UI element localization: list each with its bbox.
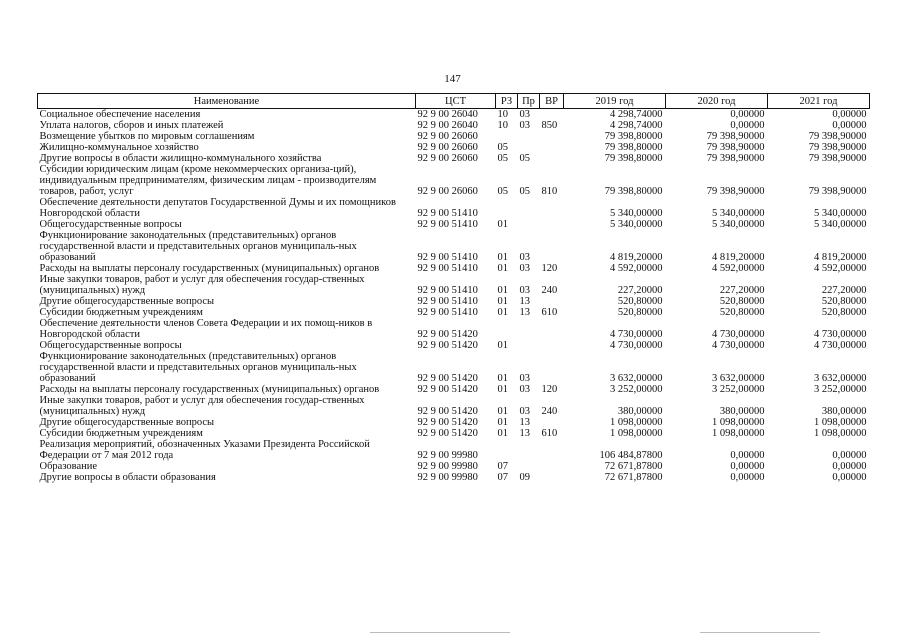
table-row xyxy=(38,384,870,395)
cell-pr: 03 xyxy=(519,406,530,417)
cell-y2020: 4 730,00000 xyxy=(712,329,765,340)
cell-rz: 01 xyxy=(497,252,508,263)
cell-vr: 120 xyxy=(541,263,558,274)
cell-name: Другие вопросы в области жилищно-коммунального хозяйства xyxy=(39,153,322,164)
cell-y2019: 79 398,80000 xyxy=(604,142,663,153)
cell-y2019: 227,20000 xyxy=(617,285,663,296)
cell-cst: 92 9 00 99980 xyxy=(417,450,478,461)
cell-name: Функционирование законодательных (представительных) органов государственной власти и представительных органов муниципаль-ных образований xyxy=(39,230,357,263)
cell-rz xyxy=(496,439,518,461)
cell-name: Субсидии юридическим лицам (кроме некоммерческих организа-ций), индивидуальным предпринимателям, физическим лицам - производителям товаров, работ, услуг xyxy=(39,164,377,197)
table-row xyxy=(38,109,870,121)
table-row xyxy=(38,164,870,197)
cell-name: Общегосударственные вопросы xyxy=(39,219,182,230)
cell-rz: 01 xyxy=(497,373,508,384)
cell-vr: 240 xyxy=(541,285,558,296)
cell-pr: 13 xyxy=(519,307,530,318)
cell-rz: 01 xyxy=(497,384,508,395)
cell-y2020: 380,00000 xyxy=(719,406,765,417)
cell-name: Другие общегосударственные вопросы xyxy=(39,417,215,428)
cell-pr xyxy=(518,439,540,461)
cell-rz: 01 xyxy=(497,296,508,307)
cell-name: Обеспечение деятельности членов Совета Федерации и их помощ-ников в Новгородской области xyxy=(39,318,373,340)
cell-y2021: 79 398,90000 xyxy=(808,153,867,164)
cell-name: Субсидии бюджетным учреждениям xyxy=(39,307,203,318)
cell-pr: 03 xyxy=(519,373,530,384)
cell-y2021: 1 098,00000 xyxy=(814,428,867,439)
cell-name: Расходы на выплаты персоналу государственных (муниципальных) органов xyxy=(39,263,380,274)
cell-y2020: 0,00000 xyxy=(730,472,765,483)
cell-rz xyxy=(496,131,518,142)
cell-name: Другие вопросы в области образования xyxy=(39,472,216,483)
cell-y2020: 79 398,90000 xyxy=(706,153,765,164)
cell-y2020: 0,00000 xyxy=(730,120,765,131)
cell-y2019: 4 730,00000 xyxy=(610,329,663,340)
cell-y2019: 4 298,74000 xyxy=(610,120,663,131)
cell-y2020: 5 340,00000 xyxy=(712,219,765,230)
cell-name: Образование xyxy=(39,461,98,472)
header-name: Наименование xyxy=(38,94,416,109)
table-row xyxy=(38,395,870,417)
cell-cst: 92 9 00 26060 xyxy=(417,153,478,164)
cell-y2019: 5 340,00000 xyxy=(610,219,663,230)
cell-y2020: 520,80000 xyxy=(719,307,765,318)
cell-y2021: 4 730,00000 xyxy=(814,329,867,340)
table-row xyxy=(38,472,870,483)
header-pr: Пр xyxy=(518,94,540,109)
cell-cst: 92 9 00 51420 xyxy=(417,417,478,428)
cell-y2020: 0,00000 xyxy=(730,450,765,461)
cell-y2021: 0,00000 xyxy=(832,109,867,120)
cell-y2021: 3 252,00000 xyxy=(814,384,867,395)
cell-y2019: 3 632,00000 xyxy=(610,373,663,384)
cell-cst: 92 9 00 99980 xyxy=(417,461,478,472)
cell-y2021: 5 340,00000 xyxy=(814,219,867,230)
cell-y2021: 4 730,00000 xyxy=(814,340,867,351)
cell-y2021: 0,00000 xyxy=(832,450,867,461)
cell-y2021: 380,00000 xyxy=(821,406,867,417)
cell-y2020: 5 340,00000 xyxy=(712,208,765,219)
cell-y2021: 227,20000 xyxy=(821,285,867,296)
cell-y2019: 72 671,87800 xyxy=(604,472,663,483)
cell-y2021: 79 398,90000 xyxy=(808,186,867,197)
cell-vr: 120 xyxy=(541,384,558,395)
cell-y2021: 0,00000 xyxy=(832,461,867,472)
cell-y2020: 3 632,00000 xyxy=(712,373,765,384)
cell-pr: 03 xyxy=(519,252,530,263)
table-row xyxy=(38,296,870,307)
cell-y2020: 520,80000 xyxy=(719,296,765,307)
cell-cst: 92 9 00 51420 xyxy=(417,340,478,351)
cell-vr xyxy=(540,351,564,384)
cell-y2020: 1 098,00000 xyxy=(712,428,765,439)
page-number: 147 xyxy=(444,73,461,85)
table-row xyxy=(38,318,870,340)
table-row xyxy=(38,428,870,439)
cell-vr xyxy=(540,109,564,121)
header-2019: 2019 год xyxy=(564,94,666,109)
cell-rz: 01 xyxy=(497,219,508,230)
table-row xyxy=(38,197,870,219)
cell-y2019: 4 592,00000 xyxy=(610,263,663,274)
cell-pr xyxy=(518,197,540,219)
table-body xyxy=(38,109,870,484)
cell-rz xyxy=(496,197,518,219)
cell-name: Уплата налогов, сборов и иных платежей xyxy=(39,120,224,131)
cell-rz: 10 xyxy=(497,109,508,120)
cell-vr xyxy=(540,197,564,219)
cell-rz: 01 xyxy=(497,340,508,351)
cell-pr: 03 xyxy=(519,120,530,131)
table-row xyxy=(38,461,870,472)
cell-rz: 10 xyxy=(497,120,508,131)
cell-cst: 92 9 00 26060 xyxy=(417,186,478,197)
cell-y2020: 0,00000 xyxy=(730,109,765,120)
cell-pr xyxy=(518,131,540,142)
cell-vr xyxy=(540,153,564,164)
cell-rz: 01 xyxy=(497,263,508,274)
cell-vr xyxy=(540,219,564,230)
cell-name: Иные закупки товаров, работ и услуг для обеспечения государ-ственных (муниципальных) нужд xyxy=(39,395,365,417)
cell-cst: 92 9 00 51420 xyxy=(417,384,478,395)
cell-y2021: 0,00000 xyxy=(832,120,867,131)
cell-vr: 240 xyxy=(541,406,558,417)
cell-rz: 01 xyxy=(497,285,508,296)
cell-cst: 92 9 00 51410 xyxy=(417,296,478,307)
cell-y2019: 4 298,74000 xyxy=(610,109,663,120)
cell-pr: 05 xyxy=(519,153,530,164)
cell-y2019: 3 252,00000 xyxy=(610,384,663,395)
cell-y2021: 3 632,00000 xyxy=(814,373,867,384)
cell-cst: 92 9 00 51420 xyxy=(417,428,478,439)
cell-y2020: 79 398,90000 xyxy=(706,131,765,142)
cell-cst: 92 9 00 51410 xyxy=(417,208,478,219)
cell-y2020: 79 398,90000 xyxy=(706,142,765,153)
cell-vr xyxy=(540,318,564,340)
table-row xyxy=(38,219,870,230)
cell-cst: 92 9 00 51420 xyxy=(417,329,478,340)
cell-vr xyxy=(540,142,564,153)
budget-table xyxy=(37,93,870,483)
cell-pr: 05 xyxy=(519,186,530,197)
cell-cst: 92 9 00 26060 xyxy=(417,131,478,142)
cell-vr xyxy=(540,230,564,263)
cell-rz: 07 xyxy=(497,461,508,472)
table-row xyxy=(38,274,870,296)
cell-y2021: 4 592,00000 xyxy=(814,263,867,274)
cell-cst: 92 9 00 51410 xyxy=(417,307,478,318)
cell-y2021: 520,80000 xyxy=(821,307,867,318)
cell-cst: 92 9 00 51410 xyxy=(417,263,478,274)
cell-y2019: 4 730,00000 xyxy=(610,340,663,351)
table-row xyxy=(38,351,870,384)
cell-name: Расходы на выплаты персоналу государственных (муниципальных) органов xyxy=(39,384,380,395)
cell-name: Реализация мероприятий, обозначенных Указами Президента Российской Федерации от 7 мая 2012 года xyxy=(39,439,370,461)
cell-name: Общегосударственные вопросы xyxy=(39,340,182,351)
cell-rz: 01 xyxy=(497,417,508,428)
cell-name: Обеспечение деятельности депутатов Государственной Думы и их помощников Новгородской области xyxy=(39,197,396,219)
cell-cst: 92 9 00 51410 xyxy=(417,219,478,230)
cell-cst: 92 9 00 51420 xyxy=(417,373,478,384)
cell-y2019: 1 098,00000 xyxy=(610,417,663,428)
cell-name: Функционирование законодательных (представительных) органов государственной власти и представительных органов муниципаль-ных образований xyxy=(39,351,357,384)
cell-y2021: 5 340,00000 xyxy=(814,208,867,219)
cell-y2020: 4 730,00000 xyxy=(712,340,765,351)
cell-vr xyxy=(540,296,564,307)
cell-vr: 850 xyxy=(541,120,558,131)
table-row xyxy=(38,142,870,153)
cell-vr xyxy=(540,417,564,428)
cell-vr xyxy=(540,131,564,142)
cell-rz: 05 xyxy=(497,153,508,164)
cell-y2019: 79 398,80000 xyxy=(604,131,663,142)
table-row xyxy=(38,263,870,274)
cell-y2019: 520,80000 xyxy=(617,307,663,318)
header-vr: ВР xyxy=(540,94,564,109)
table-row xyxy=(38,417,870,428)
cell-rz: 05 xyxy=(497,142,508,153)
cell-pr: 13 xyxy=(519,417,530,428)
cell-y2021: 1 098,00000 xyxy=(814,417,867,428)
table-header-row xyxy=(38,94,870,109)
cell-y2020: 3 252,00000 xyxy=(712,384,765,395)
table-row xyxy=(38,439,870,461)
cell-y2020: 4 819,20000 xyxy=(712,252,765,263)
cell-pr xyxy=(518,461,540,472)
cell-cst: 92 9 00 26060 xyxy=(417,142,478,153)
cell-name: Другие общегосударственные вопросы xyxy=(39,296,215,307)
cell-y2021: 0,00000 xyxy=(832,472,867,483)
cell-name: Жилищно-коммунальное хозяйство xyxy=(39,142,199,153)
header-cst: ЦСТ xyxy=(416,94,496,109)
cell-y2019: 79 398,80000 xyxy=(604,186,663,197)
cell-pr: 03 xyxy=(519,109,530,120)
cell-rz: 01 xyxy=(497,406,508,417)
cell-cst: 92 9 00 99980 xyxy=(417,472,478,483)
cell-cst: 92 9 00 26040 xyxy=(417,120,478,131)
cell-y2019: 520,80000 xyxy=(617,296,663,307)
cell-pr: 03 xyxy=(519,263,530,274)
cell-y2021: 520,80000 xyxy=(821,296,867,307)
cell-y2019: 380,00000 xyxy=(617,406,663,417)
cell-rz: 07 xyxy=(497,472,508,483)
cell-vr: 610 xyxy=(541,307,558,318)
header-2020: 2020 год xyxy=(666,94,768,109)
cell-vr xyxy=(540,472,564,483)
header-rz: РЗ xyxy=(496,94,518,109)
cell-cst: 92 9 00 51420 xyxy=(417,406,478,417)
cell-y2021: 79 398,90000 xyxy=(808,131,867,142)
cell-vr: 810 xyxy=(541,186,558,197)
cell-y2020: 79 398,90000 xyxy=(706,186,765,197)
cell-rz: 01 xyxy=(497,428,508,439)
scan-artifact xyxy=(700,632,820,633)
cell-pr: 09 xyxy=(519,472,530,483)
cell-cst: 92 9 00 26040 xyxy=(417,109,478,120)
cell-pr: 13 xyxy=(519,428,530,439)
table-row xyxy=(38,131,870,142)
cell-rz: 05 xyxy=(497,186,508,197)
table-row xyxy=(38,340,870,351)
cell-y2019: 4 819,20000 xyxy=(610,252,663,263)
cell-y2020: 1 098,00000 xyxy=(712,417,765,428)
cell-pr xyxy=(518,318,540,340)
cell-y2019: 79 398,80000 xyxy=(604,153,663,164)
cell-pr xyxy=(518,340,540,351)
cell-vr: 610 xyxy=(541,428,558,439)
cell-y2019: 106 484,87800 xyxy=(599,450,663,461)
cell-rz xyxy=(496,318,518,340)
cell-pr: 03 xyxy=(519,384,530,395)
cell-y2019: 5 340,00000 xyxy=(610,208,663,219)
cell-name: Субсидии бюджетным учреждениям xyxy=(39,428,203,439)
cell-pr xyxy=(518,142,540,153)
cell-cst: 92 9 00 51410 xyxy=(417,252,478,263)
table-row xyxy=(38,307,870,318)
cell-rz: 01 xyxy=(497,307,508,318)
cell-y2019: 1 098,00000 xyxy=(610,428,663,439)
cell-name: Социальное обеспечение населения xyxy=(39,109,201,120)
cell-name: Возмещение убытков по мировым соглашениям xyxy=(39,131,255,142)
table-row xyxy=(38,120,870,131)
cell-name: Иные закупки товаров, работ и услуг для обеспечения государ-ственных (муниципальных) нужд xyxy=(39,274,365,296)
cell-pr: 03 xyxy=(519,285,530,296)
cell-vr xyxy=(540,439,564,461)
cell-vr xyxy=(540,461,564,472)
scan-artifact xyxy=(370,632,510,633)
cell-pr xyxy=(518,219,540,230)
header-2021: 2021 год xyxy=(768,94,870,109)
cell-y2020: 0,00000 xyxy=(730,461,765,472)
table-row xyxy=(38,230,870,263)
cell-y2020: 227,20000 xyxy=(719,285,765,296)
table-row xyxy=(38,153,870,164)
cell-y2021: 79 398,90000 xyxy=(808,142,867,153)
cell-cst: 92 9 00 51410 xyxy=(417,285,478,296)
cell-vr xyxy=(540,340,564,351)
cell-pr: 13 xyxy=(519,296,530,307)
cell-y2021: 4 819,20000 xyxy=(814,252,867,263)
cell-y2019: 72 671,87800 xyxy=(604,461,663,472)
cell-y2020: 4 592,00000 xyxy=(712,263,765,274)
